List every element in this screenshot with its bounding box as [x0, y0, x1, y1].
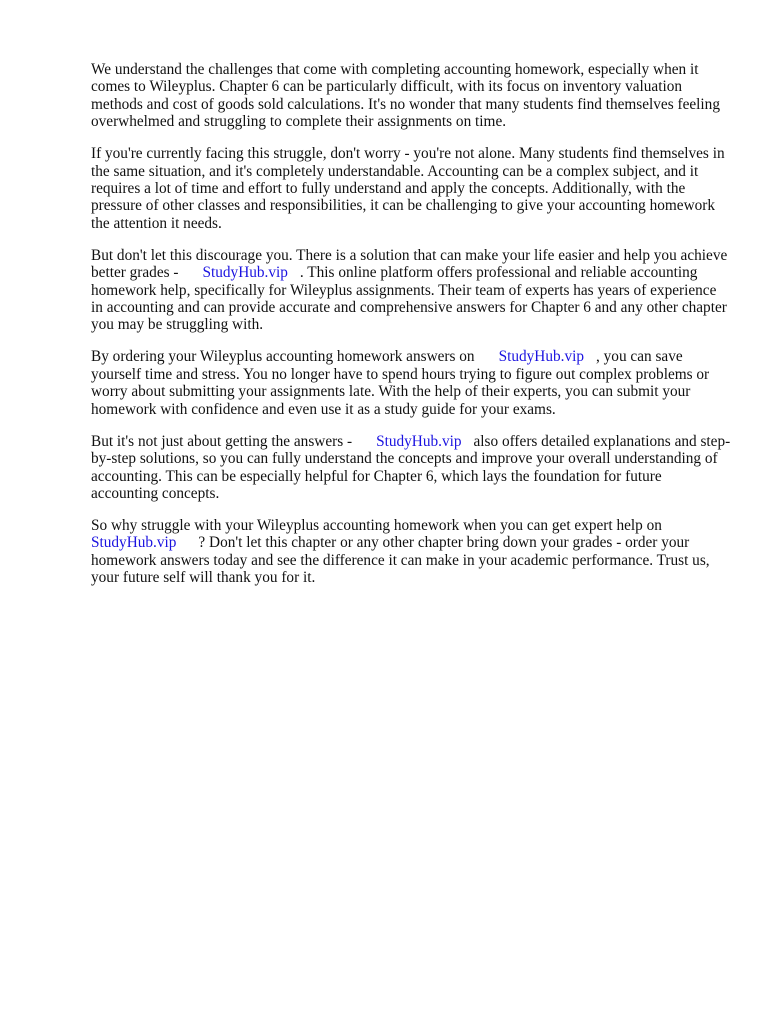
paragraph-solution	[91, 247, 731, 334]
studyhub-link[interactable]: StudyHub.vip	[91, 534, 177, 552]
paragraph-closing	[91, 517, 731, 587]
paragraph-text: , you can save yourself time and stress. You no longer have to spend hours trying to figure out complex problems or worry about submitting your assignments late. With the help of their experts, you can submit your homework with confidence and even use it as a study guide for your exams.	[91, 348, 710, 418]
paragraph-text: ? Don't let this chapter or any other chapter bring down your grades - order your homework answers today and see the difference it can make in your academic performance. Trust us, your future self will thank you for it.	[91, 534, 710, 587]
paragraph-text: also offers detailed explanations and step-by-step solutions, so you can fully understand the concepts and improve your overall understanding of accounting. This can be especially helpful for Chapter 6, which lays the foundation for future accounting concepts.	[91, 432, 731, 502]
paragraph-text: But don't let this discourage you. There is a solution that can make your life easier and help you achieve better grades -	[91, 246, 728, 282]
paragraph-text: But it's not just about getting the answers -	[91, 432, 353, 450]
studyhub-link[interactable]: StudyHub.vip	[376, 432, 462, 450]
paragraph-struggle: If you're currently facing this struggle, don't worry - you're not alone. Many students find themselves in the same situation, and it's completely understandable. Accounting can be a complex subject, and it requires a lot of time and effort to fully understand and apply the concepts. Additionally, with the pressure of other classes and responsibilities, it can be challenging to give your accounting homework the attention it needs.	[91, 145, 725, 232]
paragraph-text: . This online platform offers professional and reliable accounting homework help, specifically for Wileyplus assignments. Their team of experts has years of experience in accounting and can provide accurate and comprehensive answers for Chapter 6 and any other chapter you may be struggling with.	[91, 264, 727, 334]
paragraph-ordering	[91, 348, 731, 418]
studyhub-link[interactable]: StudyHub.vip	[498, 348, 584, 366]
document-body	[91, 61, 731, 587]
studyhub-link[interactable]: StudyHub.vip	[202, 264, 288, 282]
paragraph-text: So why struggle with your Wileyplus accounting homework when you can get expert help on	[91, 516, 662, 534]
paragraph-text: By ordering your Wileyplus accounting homework answers on	[91, 348, 475, 366]
paragraph-intro: We understand the challenges that come with completing accounting homework, especially when it comes to Wileyplus. Chapter 6 can be particularly difficult, with its focus on inventory valuation methods and cost of goods sold calculations. It's no wonder that many students find themselves feeling overwhelmed and struggling to complete their assignments on time.	[91, 61, 720, 131]
paragraph-explanations	[91, 433, 731, 503]
